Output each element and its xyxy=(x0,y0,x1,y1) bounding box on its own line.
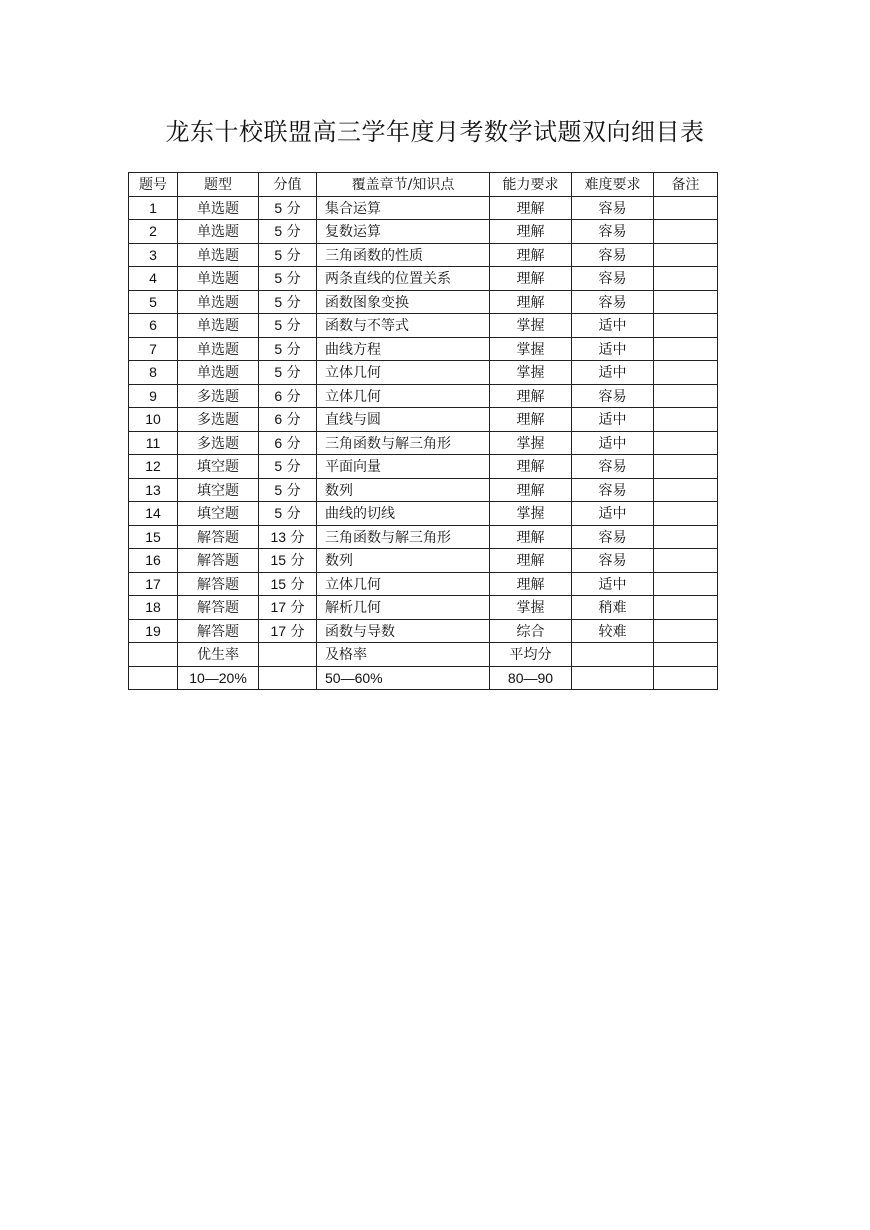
score-number: 5 xyxy=(274,246,283,263)
difficulty-cell: 容易 xyxy=(572,220,654,244)
score-number: 15 xyxy=(270,552,287,569)
topic-cell: 三角函数的性质 xyxy=(317,243,490,267)
table-row xyxy=(129,314,718,338)
ability-cell: 理解 xyxy=(490,290,572,314)
summary-blank-cell xyxy=(572,643,654,667)
score-unit: 分 xyxy=(286,365,301,382)
notes-cell xyxy=(654,619,718,643)
average-score-label: 平均分 xyxy=(490,643,572,667)
ability-cell: 掌握 xyxy=(490,596,572,620)
topic-cell: 曲线方程 xyxy=(317,337,490,361)
question-no-cell: 2 xyxy=(129,220,178,244)
score-unit: 分 xyxy=(286,247,301,264)
score-cell xyxy=(259,361,317,385)
table-row xyxy=(129,525,718,549)
difficulty-cell: 适中 xyxy=(572,314,654,338)
table-row xyxy=(129,384,718,408)
table-row xyxy=(129,455,718,479)
notes-cell xyxy=(654,596,718,620)
topic-cell: 立体几何 xyxy=(317,361,490,385)
question-type-cell: 填空题 xyxy=(178,502,259,526)
difficulty-cell: 容易 xyxy=(572,267,654,291)
topic-cell: 数列 xyxy=(317,549,490,573)
notes-cell xyxy=(654,243,718,267)
difficulty-cell: 稍难 xyxy=(572,596,654,620)
notes-cell xyxy=(654,220,718,244)
question-type-cell: 填空题 xyxy=(178,478,259,502)
question-type-cell: 解答题 xyxy=(178,596,259,620)
difficulty-cell: 适中 xyxy=(572,572,654,596)
question-no-cell: 12 xyxy=(129,455,178,479)
ability-cell: 理解 xyxy=(490,455,572,479)
score-unit: 分 xyxy=(290,576,305,593)
header-question-type: 题型 xyxy=(178,173,259,197)
score-number: 15 xyxy=(270,575,287,592)
notes-cell xyxy=(654,314,718,338)
topic-cell: 函数图象变换 xyxy=(317,290,490,314)
question-type-cell: 单选题 xyxy=(178,196,259,220)
question-type-cell: 解答题 xyxy=(178,525,259,549)
summary-value-row xyxy=(129,666,718,690)
ability-cell: 掌握 xyxy=(490,361,572,385)
average-score-value: 80—90 xyxy=(490,666,572,690)
ability-cell: 掌握 xyxy=(490,431,572,455)
score-cell xyxy=(259,525,317,549)
question-no-cell: 10 xyxy=(129,408,178,432)
summary-blank-cell xyxy=(129,666,178,690)
notes-cell xyxy=(654,478,718,502)
topic-cell: 平面向量 xyxy=(317,455,490,479)
table-row xyxy=(129,572,718,596)
notes-cell xyxy=(654,525,718,549)
difficulty-cell: 容易 xyxy=(572,525,654,549)
ability-cell: 理解 xyxy=(490,243,572,267)
score-unit: 分 xyxy=(286,459,301,476)
difficulty-cell: 容易 xyxy=(572,455,654,479)
score-cell xyxy=(259,478,317,502)
score-number: 6 xyxy=(274,434,283,451)
score-number: 5 xyxy=(274,364,283,381)
header-difficulty: 难度要求 xyxy=(572,173,654,197)
table-row xyxy=(129,549,718,573)
ability-cell: 掌握 xyxy=(490,314,572,338)
score-cell xyxy=(259,196,317,220)
score-unit: 分 xyxy=(286,435,301,452)
pass-rate-label: 及格率 xyxy=(317,643,490,667)
table-row xyxy=(129,619,718,643)
question-no-cell: 17 xyxy=(129,572,178,596)
score-unit: 分 xyxy=(286,341,301,358)
notes-cell xyxy=(654,572,718,596)
summary-blank-cell xyxy=(654,643,718,667)
score-unit: 分 xyxy=(286,271,301,288)
score-number: 5 xyxy=(274,340,283,357)
score-number: 17 xyxy=(270,599,287,616)
summary-blank-cell xyxy=(129,643,178,667)
score-number: 5 xyxy=(274,505,283,522)
question-type-cell: 多选题 xyxy=(178,384,259,408)
header-question-no: 题号 xyxy=(129,173,178,197)
difficulty-cell: 容易 xyxy=(572,243,654,267)
question-no-cell: 18 xyxy=(129,596,178,620)
notes-cell xyxy=(654,455,718,479)
score-cell xyxy=(259,619,317,643)
question-no-cell: 16 xyxy=(129,549,178,573)
ability-cell: 理解 xyxy=(490,572,572,596)
header-topic: 覆盖章节/知识点 xyxy=(317,173,490,197)
notes-cell xyxy=(654,384,718,408)
score-number: 5 xyxy=(274,317,283,334)
question-no-cell: 14 xyxy=(129,502,178,526)
score-number: 5 xyxy=(274,270,283,287)
topic-cell: 两条直线的位置关系 xyxy=(317,267,490,291)
ability-cell: 理解 xyxy=(490,384,572,408)
difficulty-cell: 适中 xyxy=(572,502,654,526)
header-notes: 备注 xyxy=(654,173,718,197)
topic-cell: 数列 xyxy=(317,478,490,502)
score-unit: 分 xyxy=(290,529,305,546)
question-type-cell: 解答题 xyxy=(178,619,259,643)
question-no-cell: 6 xyxy=(129,314,178,338)
score-cell xyxy=(259,408,317,432)
score-unit: 分 xyxy=(286,224,301,241)
header-ability: 能力要求 xyxy=(490,173,572,197)
question-type-cell: 单选题 xyxy=(178,267,259,291)
header-row xyxy=(129,173,718,197)
notes-cell xyxy=(654,196,718,220)
score-unit: 分 xyxy=(286,318,301,335)
score-number: 5 xyxy=(274,223,283,240)
notes-cell xyxy=(654,549,718,573)
score-unit: 分 xyxy=(286,412,301,429)
score-unit: 分 xyxy=(286,506,301,523)
score-cell xyxy=(259,314,317,338)
question-type-cell: 单选题 xyxy=(178,220,259,244)
ability-cell: 理解 xyxy=(490,196,572,220)
excellent-rate-value: 10—20% xyxy=(178,666,259,690)
ability-cell: 理解 xyxy=(490,478,572,502)
question-no-cell: 3 xyxy=(129,243,178,267)
document-title: 龙东十校联盟高三学年度月考数学试题双向细目表 xyxy=(165,118,705,146)
notes-cell xyxy=(654,267,718,291)
ability-cell: 掌握 xyxy=(490,337,572,361)
score-cell xyxy=(259,290,317,314)
score-cell xyxy=(259,384,317,408)
question-type-cell: 单选题 xyxy=(178,243,259,267)
difficulty-cell: 适中 xyxy=(572,361,654,385)
score-unit: 分 xyxy=(286,200,301,217)
notes-cell xyxy=(654,431,718,455)
topic-cell: 立体几何 xyxy=(317,384,490,408)
table-row xyxy=(129,243,718,267)
summary-blank-cell xyxy=(572,666,654,690)
ability-cell: 理解 xyxy=(490,267,572,291)
notes-cell xyxy=(654,290,718,314)
table-row xyxy=(129,220,718,244)
notes-cell xyxy=(654,361,718,385)
summary-blank-cell xyxy=(259,666,317,690)
notes-cell xyxy=(654,337,718,361)
score-unit: 分 xyxy=(290,600,305,617)
score-number: 6 xyxy=(274,387,283,404)
question-no-cell: 5 xyxy=(129,290,178,314)
ability-cell: 综合 xyxy=(490,619,572,643)
table-row xyxy=(129,408,718,432)
score-number: 6 xyxy=(274,411,283,428)
excellent-rate-label: 优生率 xyxy=(178,643,259,667)
difficulty-cell: 容易 xyxy=(572,384,654,408)
difficulty-cell: 容易 xyxy=(572,478,654,502)
score-cell xyxy=(259,455,317,479)
ability-cell: 理解 xyxy=(490,408,572,432)
question-type-cell: 多选题 xyxy=(178,408,259,432)
notes-cell xyxy=(654,408,718,432)
table-body xyxy=(129,196,718,690)
table-row xyxy=(129,502,718,526)
score-cell xyxy=(259,220,317,244)
ability-cell: 理解 xyxy=(490,525,572,549)
difficulty-cell: 较难 xyxy=(572,619,654,643)
topic-cell: 复数运算 xyxy=(317,220,490,244)
ability-cell: 理解 xyxy=(490,220,572,244)
question-type-cell: 单选题 xyxy=(178,314,259,338)
score-cell xyxy=(259,431,317,455)
score-cell xyxy=(259,596,317,620)
topic-cell: 三角函数与解三角形 xyxy=(317,525,490,549)
table-row xyxy=(129,478,718,502)
question-no-cell: 4 xyxy=(129,267,178,291)
question-no-cell: 19 xyxy=(129,619,178,643)
question-type-cell: 解答题 xyxy=(178,549,259,573)
difficulty-cell: 容易 xyxy=(572,290,654,314)
difficulty-cell: 适中 xyxy=(572,408,654,432)
table-row xyxy=(129,361,718,385)
table-row xyxy=(129,290,718,314)
table-row xyxy=(129,267,718,291)
table-row xyxy=(129,596,718,620)
topic-cell: 立体几何 xyxy=(317,572,490,596)
topic-cell: 函数与导数 xyxy=(317,619,490,643)
score-cell xyxy=(259,243,317,267)
score-cell xyxy=(259,502,317,526)
score-cell xyxy=(259,572,317,596)
score-number: 5 xyxy=(274,293,283,310)
score-unit: 分 xyxy=(286,482,301,499)
table-row xyxy=(129,431,718,455)
score-unit: 分 xyxy=(290,553,305,570)
score-number: 17 xyxy=(270,622,287,639)
ability-cell: 掌握 xyxy=(490,502,572,526)
question-type-cell: 填空题 xyxy=(178,455,259,479)
ability-cell: 理解 xyxy=(490,549,572,573)
score-cell xyxy=(259,267,317,291)
score-number: 5 xyxy=(274,199,283,216)
header-score: 分值 xyxy=(259,173,317,197)
question-no-cell: 9 xyxy=(129,384,178,408)
notes-cell xyxy=(654,502,718,526)
pass-rate-value: 50—60% xyxy=(317,666,490,690)
question-type-cell: 多选题 xyxy=(178,431,259,455)
score-cell xyxy=(259,337,317,361)
score-unit: 分 xyxy=(290,623,305,640)
item-spec-table xyxy=(128,172,718,690)
score-number: 5 xyxy=(274,481,283,498)
score-unit: 分 xyxy=(286,388,301,405)
question-no-cell: 7 xyxy=(129,337,178,361)
table-row xyxy=(129,337,718,361)
table-row xyxy=(129,196,718,220)
summary-blank-cell xyxy=(259,643,317,667)
topic-cell: 集合运算 xyxy=(317,196,490,220)
question-type-cell: 单选题 xyxy=(178,361,259,385)
difficulty-cell: 适中 xyxy=(572,337,654,361)
topic-cell: 直线与圆 xyxy=(317,408,490,432)
question-no-cell: 15 xyxy=(129,525,178,549)
score-number: 13 xyxy=(270,528,287,545)
topic-cell: 解析几何 xyxy=(317,596,490,620)
summary-label-row xyxy=(129,643,718,667)
difficulty-cell: 容易 xyxy=(572,549,654,573)
score-number: 5 xyxy=(274,458,283,475)
score-cell xyxy=(259,549,317,573)
difficulty-cell: 容易 xyxy=(572,196,654,220)
difficulty-cell: 适中 xyxy=(572,431,654,455)
question-type-cell: 单选题 xyxy=(178,337,259,361)
question-no-cell: 11 xyxy=(129,431,178,455)
question-no-cell: 13 xyxy=(129,478,178,502)
question-no-cell: 8 xyxy=(129,361,178,385)
topic-cell: 曲线的切线 xyxy=(317,502,490,526)
topic-cell: 三角函数与解三角形 xyxy=(317,431,490,455)
score-unit: 分 xyxy=(286,294,301,311)
topic-cell: 函数与不等式 xyxy=(317,314,490,338)
question-no-cell: 1 xyxy=(129,196,178,220)
question-type-cell: 单选题 xyxy=(178,290,259,314)
question-type-cell: 解答题 xyxy=(178,572,259,596)
summary-blank-cell xyxy=(654,666,718,690)
